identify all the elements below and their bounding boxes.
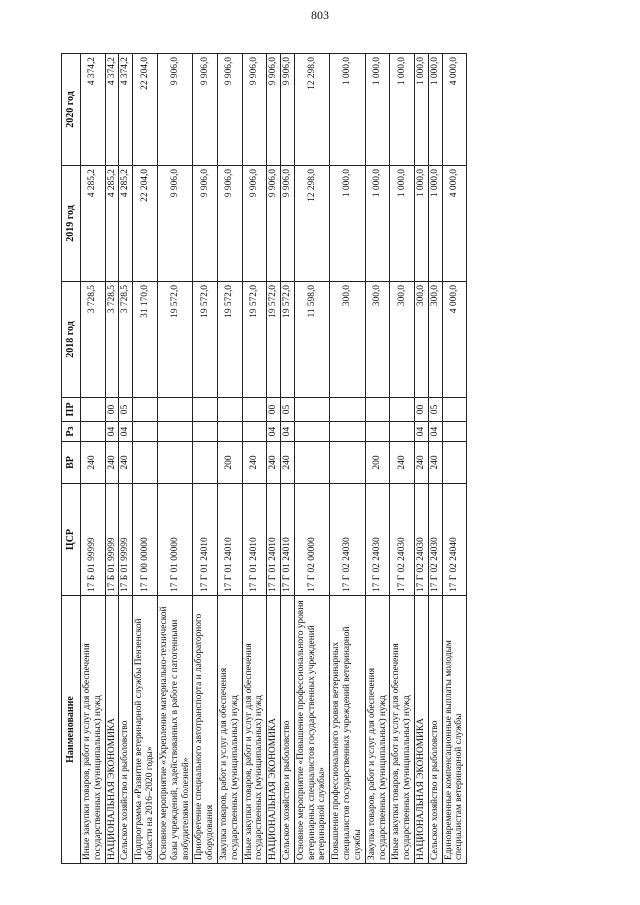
cell-csr: 17 Г 02 24040 [442, 484, 467, 596]
header-pr: ПР [62, 398, 81, 422]
page-number: 803 [311, 8, 329, 22]
cell-2020: 4 374,2 [81, 54, 106, 166]
cell-2019: 1 000,0 [365, 166, 390, 282]
cell-pr: 05 [119, 398, 133, 422]
cell-rz [242, 422, 267, 442]
cell-name: Основное мероприятие «Укрепление материально-технической базы учреждений, задействованных в работе с патогенными возбудителями болезней» [157, 596, 192, 864]
cell-name: Подпрограмма «Развитие ветеринарной службы Пензенской области на 2016–2020 годы» [133, 596, 158, 864]
cell-2020: 22 204,0 [133, 54, 158, 166]
cell-vr: 240 [428, 442, 442, 484]
header-name: Наименование [62, 596, 81, 864]
table-row [105, 54, 119, 864]
cell-2019: 4 000,0 [442, 166, 467, 282]
cell-rz: 04 [414, 422, 428, 442]
cell-2018: 11 598,0 [294, 282, 329, 398]
cell-vr: 200 [365, 442, 390, 484]
cell-rz [193, 422, 218, 442]
cell-csr: 17 Б 01 99999 [105, 484, 119, 596]
cell-2018: 19 572,0 [242, 282, 267, 398]
cell-vr: 240 [242, 442, 267, 484]
cell-2019: 1 000,0 [414, 166, 428, 282]
cell-vr [442, 442, 467, 484]
cell-vr: 240 [390, 442, 415, 484]
cell-pr [330, 398, 365, 422]
table-row [157, 54, 192, 864]
cell-name: Сельское хозяйство и рыболовство [281, 596, 295, 864]
cell-rz: 04 [281, 422, 295, 442]
cell-rz [81, 422, 106, 442]
cell-pr: 05 [281, 398, 295, 422]
cell-2020: 9 906,0 [217, 54, 242, 166]
cell-csr: 17 Б 01 99999 [81, 484, 106, 596]
header-vr: ВР [62, 442, 81, 484]
cell-rz [365, 422, 390, 442]
cell-csr: 17 Г 01 24010 [281, 484, 295, 596]
cell-name: Приобретение специального автотранспорта и лабораторного оборудования [193, 596, 218, 864]
cell-vr [294, 442, 329, 484]
table-row [442, 54, 467, 864]
cell-2020: 9 906,0 [157, 54, 192, 166]
cell-name: Иные закупки товаров, работ и услуг для обеспечения государственных (муниципальных) нужд [390, 596, 415, 864]
header-2020: 2020 год [62, 54, 81, 166]
cell-csr: 17 Г 02 24030 [428, 484, 442, 596]
cell-name: Сельское хозяйство и рыболовство [428, 596, 442, 864]
cell-2019: 22 204,0 [133, 166, 158, 282]
cell-pr [365, 398, 390, 422]
cell-2020: 4 000,0 [442, 54, 467, 166]
cell-rz [442, 422, 467, 442]
cell-rz [390, 422, 415, 442]
cell-name: Закупка товаров, работ и услуг для обеспечения государственных (муниципальных) нужд [365, 596, 390, 864]
cell-2020: 1 000,0 [390, 54, 415, 166]
cell-2019: 9 906,0 [193, 166, 218, 282]
cell-csr: 17 Г 01 24010 [193, 484, 218, 596]
cell-pr: 00 [105, 398, 119, 422]
cell-2020: 9 906,0 [267, 54, 281, 166]
cell-rz [217, 422, 242, 442]
cell-vr [133, 442, 158, 484]
cell-2020: 1 000,0 [365, 54, 390, 166]
cell-rz: 04 [428, 422, 442, 442]
cell-2020: 12 298,0 [294, 54, 329, 166]
cell-csr: 17 Г 00 00000 [133, 484, 158, 596]
cell-pr [133, 398, 158, 422]
cell-2018: 4 000,0 [442, 282, 467, 398]
cell-csr: 17 Г 01 00000 [157, 484, 192, 596]
cell-2018: 19 572,0 [193, 282, 218, 398]
cell-2019: 9 906,0 [242, 166, 267, 282]
table-row [294, 54, 329, 864]
cell-name: НАЦИОНАЛЬНАЯ ЭКОНОМИКА [105, 596, 119, 864]
table-row [217, 54, 242, 864]
cell-2020: 1 000,0 [428, 54, 442, 166]
rotated-content [61, 54, 609, 864]
cell-pr [193, 398, 218, 422]
header-csr: ЦСР [62, 484, 81, 596]
cell-2020: 4 374,2 [105, 54, 119, 166]
table-row [414, 54, 428, 864]
cell-name: НАЦИОНАЛЬНАЯ ЭКОНОМИКА [414, 596, 428, 864]
cell-rz [330, 422, 365, 442]
table-row [390, 54, 415, 864]
cell-rz: 04 [267, 422, 281, 442]
cell-name: Сельское хозяйство и рыболовство [119, 596, 133, 864]
cell-vr: 240 [267, 442, 281, 484]
table-body [81, 54, 467, 864]
budget-table [61, 53, 467, 864]
cell-csr: 17 Г 01 24010 [267, 484, 281, 596]
cell-name: НАЦИОНАЛЬНАЯ ЭКОНОМИКА [267, 596, 281, 864]
table-row [81, 54, 106, 864]
cell-2018: 19 572,0 [157, 282, 192, 398]
cell-vr: 200 [217, 442, 242, 484]
cell-2018: 31 170,0 [133, 282, 158, 398]
header-2018: 2018 год [62, 282, 81, 398]
cell-vr: 240 [105, 442, 119, 484]
cell-rz [157, 422, 192, 442]
rotated-page [61, 54, 609, 864]
cell-2018: 300,0 [414, 282, 428, 398]
cell-pr: 00 [414, 398, 428, 422]
cell-2019: 1 000,0 [390, 166, 415, 282]
cell-vr [193, 442, 218, 484]
cell-rz [294, 422, 329, 442]
cell-name: Иные закупки товаров, работ и услуг для обеспечения государственных (муниципальных) нужд [242, 596, 267, 864]
cell-csr: 17 Б 01 99999 [119, 484, 133, 596]
cell-pr [217, 398, 242, 422]
cell-name: Основное мероприятие «Повышение профессионального уровня ветеринарных специалистов государственных учреждений ветеринарной службы» [294, 596, 329, 864]
cell-2020: 9 906,0 [242, 54, 267, 166]
cell-2020: 1 000,0 [330, 54, 365, 166]
cell-pr [390, 398, 415, 422]
cell-2019: 4 285,2 [105, 166, 119, 282]
cell-pr [294, 398, 329, 422]
header-rz: Рз [62, 422, 81, 442]
cell-2018: 19 572,0 [281, 282, 295, 398]
cell-2018: 300,0 [428, 282, 442, 398]
cell-2020: 9 906,0 [281, 54, 295, 166]
cell-csr: 17 Г 02 24030 [414, 484, 428, 596]
cell-2020: 4 374,2 [119, 54, 133, 166]
cell-csr: 17 Г 01 24010 [242, 484, 267, 596]
cell-2020: 9 906,0 [193, 54, 218, 166]
cell-2019: 9 906,0 [281, 166, 295, 282]
header-2019: 2019 год [62, 166, 81, 282]
table-row [267, 54, 281, 864]
cell-vr: 240 [414, 442, 428, 484]
cell-rz: 04 [105, 422, 119, 442]
cell-2019: 4 285,2 [81, 166, 106, 282]
cell-vr: 240 [119, 442, 133, 484]
cell-pr [81, 398, 106, 422]
table-row [281, 54, 295, 864]
table-row [133, 54, 158, 864]
cell-2019: 1 000,0 [330, 166, 365, 282]
cell-2019: 4 285,2 [119, 166, 133, 282]
table-row [193, 54, 218, 864]
cell-rz: 04 [119, 422, 133, 442]
cell-vr [157, 442, 192, 484]
cell-name: Иные закупки товаров, работ и услуг для обеспечения государственных (муниципальных) нужд [81, 596, 106, 864]
cell-2020: 1 000,0 [414, 54, 428, 166]
cell-2019: 1 000,0 [428, 166, 442, 282]
cell-name: Единовременные компенсационные выплаты молодым специалистам ветеринарной службы [442, 596, 467, 864]
cell-2018: 300,0 [365, 282, 390, 398]
cell-2018: 3 728,5 [81, 282, 106, 398]
cell-pr: 05 [428, 398, 442, 422]
cell-rz [133, 422, 158, 442]
cell-2018: 300,0 [330, 282, 365, 398]
cell-2019: 9 906,0 [267, 166, 281, 282]
cell-2019: 9 906,0 [217, 166, 242, 282]
table-row [365, 54, 390, 864]
cell-vr: 240 [81, 442, 106, 484]
table-row [242, 54, 267, 864]
cell-pr [157, 398, 192, 422]
cell-vr: 240 [281, 442, 295, 484]
cell-2019: 12 298,0 [294, 166, 329, 282]
cell-name: Закупка товаров, работ и услуг для обеспечения государственных (муниципальных) нужд [217, 596, 242, 864]
table-row [330, 54, 365, 864]
cell-pr [242, 398, 267, 422]
cell-csr: 17 Г 02 24030 [365, 484, 390, 596]
cell-2018: 19 572,0 [217, 282, 242, 398]
cell-2019: 9 906,0 [157, 166, 192, 282]
cell-2018: 3 728,5 [105, 282, 119, 398]
table-header-row [62, 54, 81, 864]
cell-pr [442, 398, 467, 422]
table-row [428, 54, 442, 864]
cell-2018: 3 728,5 [119, 282, 133, 398]
cell-csr: 17 Г 01 24010 [217, 484, 242, 596]
cell-name: Повышение профессионального уровня ветеринарных специалистов государственных учреждений ветеринарной службы [330, 596, 365, 864]
cell-pr: 00 [267, 398, 281, 422]
cell-vr [330, 442, 365, 484]
cell-2018: 300,0 [390, 282, 415, 398]
cell-csr: 17 Г 02 24030 [330, 484, 365, 596]
table-row [119, 54, 133, 864]
cell-csr: 17 Г 02 00000 [294, 484, 329, 596]
cell-2018: 19 572,0 [267, 282, 281, 398]
cell-csr: 17 Г 02 24030 [390, 484, 415, 596]
